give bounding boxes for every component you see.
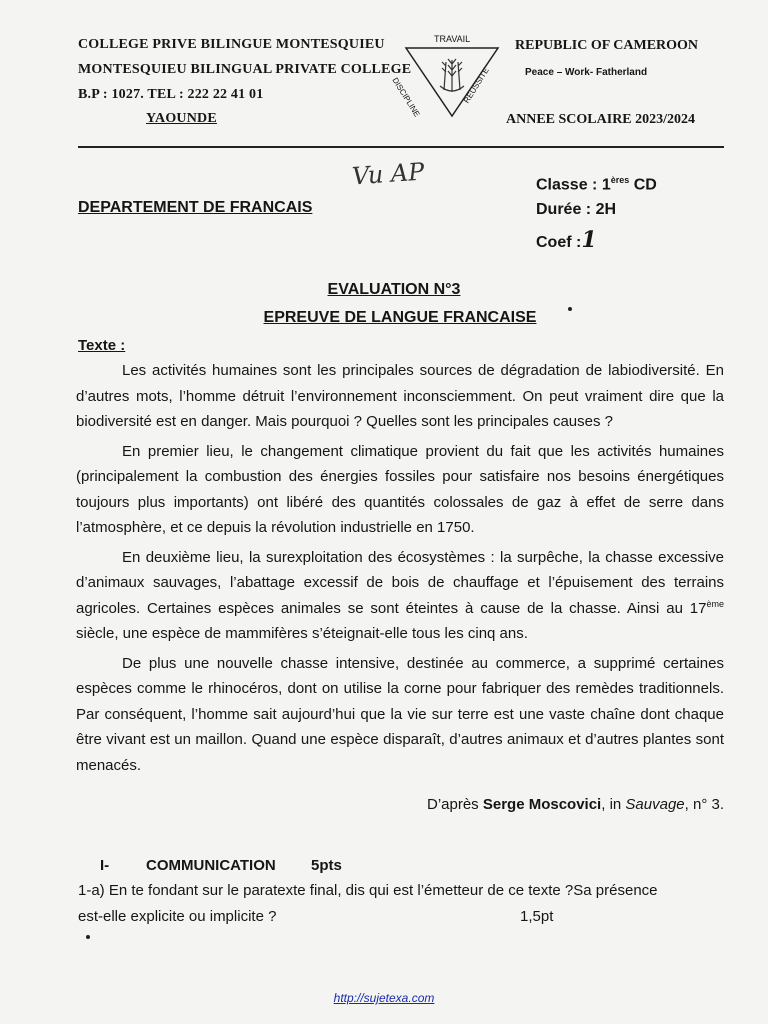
coef-value: 1 — [581, 227, 597, 253]
scan-speck — [86, 935, 90, 939]
footer-url-text: http://sujetexa.com — [333, 991, 435, 1005]
question-1a-line2: est-elle explicite ou implicite ? — [78, 908, 277, 925]
section-title: COMMUNICATION — [146, 857, 276, 874]
texte-label: Texte : — [78, 337, 126, 354]
logo-top-text: TRAVAIL — [434, 34, 471, 44]
source-mid: , in — [601, 796, 626, 813]
source-author: Serge Moscovici — [482, 796, 602, 813]
scan-speck — [568, 307, 572, 311]
paragraph-1: Les activités humaines sont les principales sources de dégradation de labiodiversité. En d’autres mots, l’homme détruit l’environnement inconsciemment. On peut vraiment dire que la biodiversité est en danger. Mais pourquoi ? Quelles sont les principales causes ? — [76, 362, 724, 430]
source-prefix: D’après — [426, 796, 483, 813]
paragraph-4: De plus une nouvelle chasse intensive, destinée au commerce, a supprimé certaines espèces comme le rhinocéros, dont on utilise la corne pour fabriquer des remèdes traditionnels. Par conséquent, l’homme sait aujourd’hui que la vie sur terre est une vaste chaîne dont chaque être vivant est un maillon. Quand une espèce disparaît, d’autres animaux et d’autres plantes sont menacés. — [76, 654, 724, 774]
school-name-fr: COLLEGE PRIVE BILINGUE MONTESQUIEU — [78, 37, 385, 52]
source-suffix: , n° 3. — [684, 796, 724, 813]
handwritten-mark: Vu AP — [351, 157, 426, 191]
department-name: DEPARTEMENT DE FRANCAIS — [78, 199, 313, 216]
paragraph-2: En premier lieu, le changement climatique provient du fait que les activités humaines (principalement la combustion des énergies fossiles pour satisfaire nos besoins énergétiques toujours plus importants) ont libéré des quantités colossales de gaz à effet de serre dans l’atmosphère, et ce depuis la révolution industrielle en 1750. — [76, 442, 724, 536]
text-source — [76, 796, 724, 813]
exam-title — [0, 309, 768, 327]
school-contact: B.P : 1027. TEL : 222 22 41 01 — [78, 87, 264, 102]
question-1a-points: 1,5pt — [520, 908, 554, 925]
evaluation-title-text: EVALUATION N°3 — [327, 281, 461, 298]
footer-url — [0, 991, 768, 1005]
logo-right-text: REUSSITE — [462, 66, 491, 105]
paragraph-3-sup: ème — [706, 598, 724, 609]
main-text — [76, 358, 724, 778]
school-logo — [390, 34, 504, 120]
logo-left-text: DISCIPLINE — [390, 76, 422, 119]
exam-coef — [536, 227, 597, 253]
school-year: ANNEE SCOLAIRE 2023/2024 — [506, 112, 696, 127]
coef-label: Coef : — [536, 234, 582, 251]
exam-title-text: EPREUVE DE LANGUE FRANCAISE — [263, 309, 537, 326]
exam-duration: Durée : 2H — [536, 201, 617, 218]
section-number: I- — [100, 857, 110, 874]
class-label: Classe : 1 — [536, 176, 611, 194]
paragraph-3-start: En deuxième lieu, la surexploitation des écosystèmes : la surpêche, la chasse excessive d’animaux sauvages, l’abattage excessif de bois de chauffage et l’épuisement des terrains agricoles. Certaines espèces animales se sont éteintes à cause de la chasse. Ainsi au 17 — [76, 548, 724, 617]
evaluation-title — [0, 281, 768, 299]
header-divider — [78, 146, 724, 148]
country-motto: Peace – Work- Fatherland — [525, 67, 648, 78]
school-city: YAOUNDE — [146, 111, 217, 126]
question-1a-line1: 1-a) En te fondant sur le paratexte final, dis qui est l’émetteur de ce texte ?Sa présence — [78, 882, 658, 899]
country-name: REPUBLIC OF CAMEROON — [515, 38, 699, 53]
paragraph-3-end: siècle, une espèce de mammifères s’éteignait-elle tous les cinq ans. — [76, 625, 528, 642]
class-rest: CD — [629, 176, 657, 194]
class-sup: ères — [610, 175, 630, 185]
paragraph-3 — [76, 545, 724, 647]
exam-class — [536, 175, 657, 194]
source-work: Sauvage — [625, 796, 685, 813]
school-name-en: MONTESQUIEU BILINGUAL PRIVATE COLLEGE — [78, 62, 412, 77]
section-points: 5pts — [311, 857, 342, 874]
